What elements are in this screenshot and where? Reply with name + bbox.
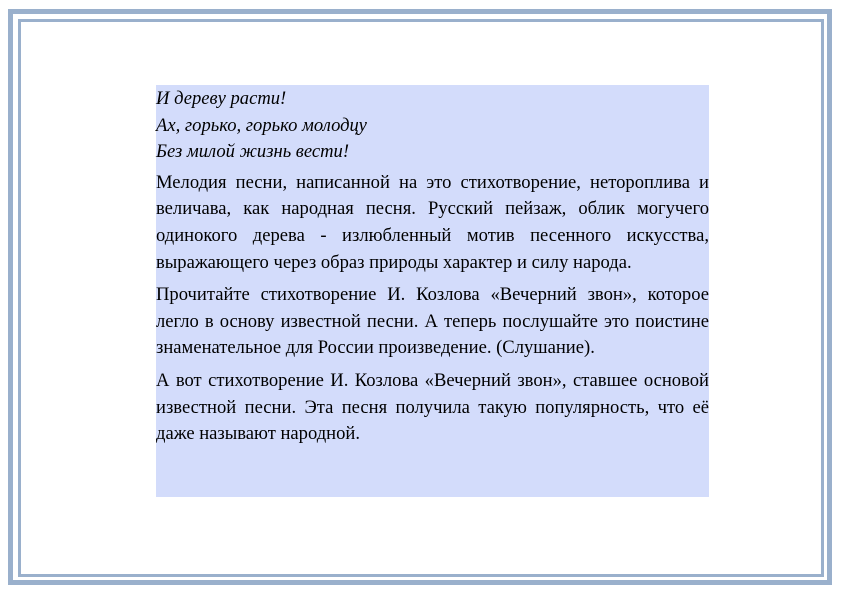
poem-line: И дереву расти! [156,88,287,109]
poem-excerpt [156,85,709,166]
paragraph-reading-task: Прочитайте стихотворение И. Козлова «Вечерний звон», которое легло в основу известной песни. А теперь послушайте это поистине знаменательное для России произведение. (Слушание). [156,284,709,359]
poem-line: Ах, горько, горько молодцу [156,114,367,136]
paragraph-song-popularity: А вот стихотворение И. Козлова «Вечерний звон», ставшее основой известной песни. Эта песня получила такую популярность, что её даже называют народной. [156,369,709,445]
paragraph-melody-description: Мелодия песни, написанной на это стихотворение, нетороплива и величава, как народная песня. Русский пейзаж, облик могучего одинокого дерева - излюбленный мотив песенного искусства, выражающего через образ природы характер и силу народа. [156,171,709,273]
slide-text-block [156,85,709,497]
poem-line: Без милой жизнь вести! [156,141,350,163]
